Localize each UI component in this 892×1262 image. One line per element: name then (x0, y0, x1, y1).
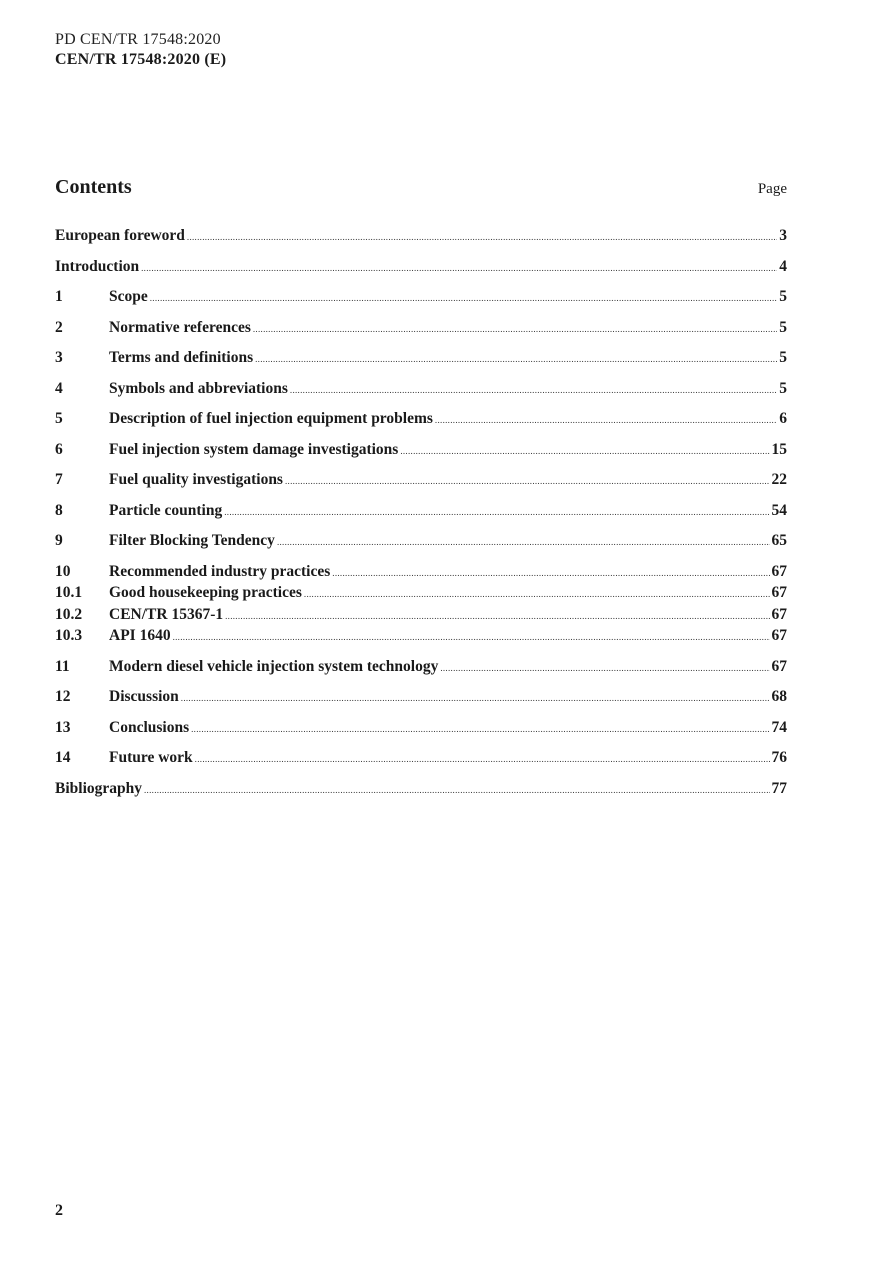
toc-entry-title: Introduction (55, 257, 140, 275)
dot-leader (150, 289, 778, 309)
toc-entry[interactable] (55, 626, 787, 648)
dot-leader (285, 472, 770, 492)
toc-entry-number: 6 (55, 440, 63, 458)
toc-entry[interactable] (55, 687, 787, 709)
toc-entry-title: Scope (109, 288, 148, 305)
toc-entry-number: 2 (55, 318, 63, 336)
toc-entry[interactable] (55, 501, 787, 523)
dot-leader (225, 607, 769, 627)
document-header (55, 30, 226, 70)
toc-entry-page: 3 (779, 227, 787, 244)
toc-entry-title: Modern diesel vehicle injection system technology (109, 657, 439, 675)
toc-entry-page: 65 (771, 532, 787, 549)
toc-entry[interactable] (55, 562, 787, 584)
toc-entry-title: Filter Blocking Tendency (109, 532, 275, 549)
dot-leader (400, 442, 769, 462)
document-id: PD CEN/TR 17548:2020 (55, 31, 221, 48)
toc-entry-number: 10 (55, 562, 71, 580)
dot-leader (277, 533, 770, 553)
toc-entry[interactable] (55, 226, 787, 248)
toc-entry-title: Recommended industry practices (109, 562, 331, 580)
toc-entry-title: Particle counting (109, 501, 223, 519)
document-id-english: CEN/TR 17548:2020 (E) (55, 51, 227, 68)
toc-entry-page: 22 (771, 471, 787, 488)
toc-entry-page: 5 (779, 349, 787, 366)
toc-entry[interactable] (55, 779, 787, 801)
toc-entry[interactable] (55, 287, 787, 309)
toc-entry-title: Conclusions (109, 718, 190, 736)
toc-entry-page: 74 (771, 718, 787, 736)
toc-entry-page: 5 (779, 379, 787, 397)
toc-entry-number: 9 (55, 532, 63, 549)
toc-entry-number: 10.3 (55, 627, 83, 644)
dot-leader (191, 720, 769, 740)
toc-entry-page: 76 (771, 749, 787, 766)
toc-entry-number: 8 (55, 501, 63, 519)
toc-entry-title: Good housekeeping practices (109, 584, 302, 601)
toc-entry-title: Symbols and abbreviations (109, 379, 288, 397)
toc-entry-title: Bibliography (55, 779, 142, 797)
toc-entry[interactable] (55, 409, 787, 431)
toc-entry[interactable] (55, 583, 787, 605)
toc-entry-title: Description of fuel injection equipment problems (109, 410, 433, 427)
toc-entry[interactable] (55, 257, 787, 279)
toc-entry-page: 67 (771, 584, 787, 601)
toc-entry-title: Fuel quality investigations (109, 471, 283, 488)
toc-entry[interactable] (55, 531, 787, 553)
toc-entry[interactable] (55, 470, 787, 492)
toc-entry-number: 14 (55, 749, 71, 766)
toc-entry-page: 4 (779, 257, 787, 275)
dot-leader (290, 381, 777, 401)
toc-entry-number: 5 (55, 410, 63, 427)
toc-entry-title: Future work (109, 749, 193, 766)
toc-entry[interactable] (55, 348, 787, 370)
dot-leader (141, 259, 777, 279)
toc-entry-number: 10.1 (55, 584, 83, 601)
dot-leader (440, 659, 769, 679)
dot-leader (187, 228, 777, 248)
toc-entry-page: 15 (771, 440, 787, 458)
toc-entry-number: 3 (55, 349, 63, 366)
toc-entry-number: 10.2 (55, 605, 83, 623)
toc-entry-number: 1 (55, 288, 63, 305)
toc-entry-page: 67 (771, 657, 787, 675)
toc-entry-title: API 1640 (109, 627, 171, 644)
dot-leader (224, 503, 769, 523)
dot-leader (253, 320, 777, 340)
toc-entry-number: 4 (55, 379, 63, 397)
toc-entry-page: 67 (771, 627, 787, 644)
dot-leader (304, 585, 770, 605)
toc-entry-number: 12 (55, 688, 71, 705)
toc-entry-title: Fuel injection system damage investigations (109, 440, 399, 458)
toc-entry-page: 77 (771, 779, 787, 797)
page-number: 2 (55, 1202, 63, 1219)
toc-entry[interactable] (55, 440, 787, 462)
toc-entry-title: European foreword (55, 227, 185, 244)
toc-entry[interactable] (55, 605, 787, 627)
contents-heading (55, 176, 787, 199)
dot-leader (173, 628, 770, 648)
toc-entry-title: Discussion (109, 688, 179, 705)
toc-entry[interactable] (55, 748, 787, 770)
contents-title: Contents (55, 176, 132, 198)
dot-leader (435, 411, 777, 431)
page-column-label: Page (757, 181, 787, 197)
dot-leader (255, 350, 777, 370)
toc-entry[interactable] (55, 657, 787, 679)
toc-entry-number: 7 (55, 471, 63, 488)
toc-entry[interactable] (55, 379, 787, 401)
toc-entry-page: 5 (779, 318, 787, 336)
toc-entry-page: 67 (771, 562, 787, 580)
dot-leader (332, 564, 769, 584)
dot-leader (144, 781, 770, 801)
toc-entry[interactable] (55, 718, 787, 740)
toc-entry-title: Normative references (109, 318, 251, 336)
toc-entry-page: 68 (771, 688, 787, 705)
toc-entry-page: 67 (771, 605, 787, 623)
toc-entry-page: 54 (771, 501, 787, 519)
toc-entry-page: 5 (779, 288, 787, 305)
toc-entry-title: Terms and definitions (109, 349, 254, 366)
dot-leader (181, 689, 770, 709)
toc-entry-number: 11 (55, 657, 70, 675)
toc-entry-title: CEN/TR 15367-1 (109, 605, 224, 623)
table-of-contents (55, 226, 787, 800)
toc-entry-page: 6 (779, 410, 787, 427)
dot-leader (195, 750, 770, 770)
toc-entry-number: 13 (55, 718, 71, 736)
toc-entry[interactable] (55, 318, 787, 340)
